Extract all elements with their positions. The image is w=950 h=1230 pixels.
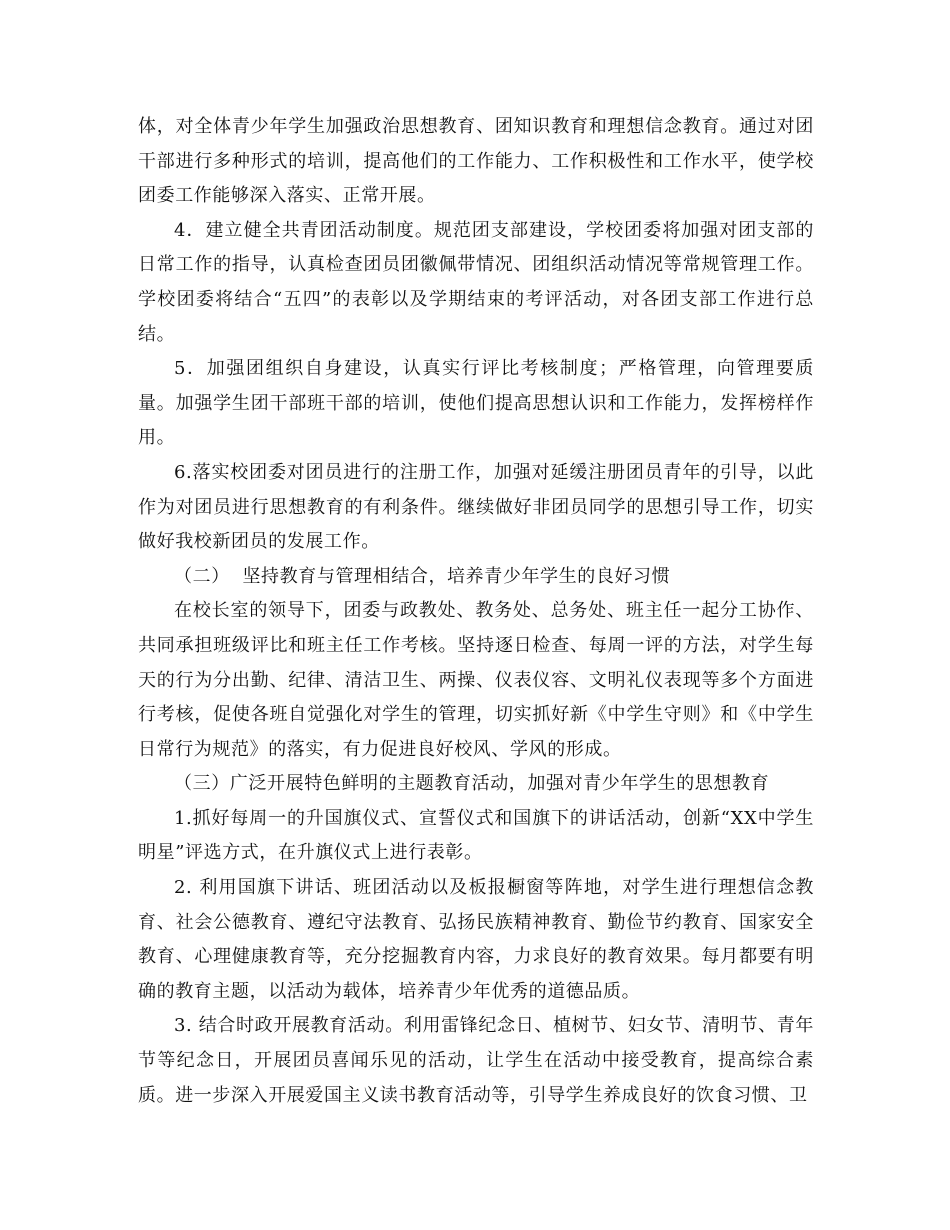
paragraph-item-1: 1.抓好每周一的升国旗仪式、宣誓仪式和国旗下的讲话活动，创新“XX中学生明星”评选方式，在升旗仪式上进行表彰。 xyxy=(138,807,814,864)
paragraph-item-5: 5．加强团组织自身建设，认真实行评比考核制度；严格管理，向管理要质量。加强学生团干部班干部的培训，使他们提高思想认识和工作能力，发挥榜样作用。 xyxy=(138,358,814,449)
paragraph-item-4: 4．建立健全共青团活动制度。规范团支部建设，学校团委将加强对团支部的日常工作的指导，认真检查团员团徽佩带情况、团组织活动情况等常规管理工作。学校团委将结合“五四”的表彰以及学期结束的考评活动，对各团支部工作进行总结。 xyxy=(138,219,814,345)
section-heading-2: （二） 坚持教育与管理相结合，培养青少年学生的良好习惯 xyxy=(174,565,671,587)
document-body xyxy=(138,110,814,1113)
section-heading-3: （三）广泛开展特色鲜明的主题教育活动，加强对青少年学生的思想教育 xyxy=(174,773,770,795)
paragraph-continuation: 体，对全体青少年学生加强政治思想教育、团知识教育和理想信念教育。通过对团干部进行多种形式的培训，提高他们的工作能力、工作积极性和工作水平，使学校团委工作能够深入落实、正常开展。 xyxy=(138,116,814,207)
paragraph-section-2-body: 在校长室的领导下，团委与政教处、教务处、总务处、班主任一起分工协作、共同承担班级评比和班主任工作考核。坚持逐日检查、每周一评的方法，对学生每天的行为分出勤、纪律、清洁卫生、两操、仪表仪容、文明礼仪表现等多个方面进行考核，促使各班自觉强化对学生的管理，切实抓好新《中学生守则》和《中学生日常行为规范》的落实，有力促进良好校风、学风的形成。 xyxy=(138,600,814,760)
paragraph-item-6: 6.落实校团委对团员进行的注册工作，加强对延缓注册团员青年的引导，以此作为对团员进行思想教育的有利条件。继续做好非团员同学的思想引导工作，切实做好我校新团员的发展工作。 xyxy=(138,461,814,553)
paragraph-item-3: 3. 结合时政开展教育活动。利用雷锋纪念日、植树节、妇女节、清明节、青年节等纪念日，开展团员喜闻乐见的活动，让学生在活动中接受教育，提高综合素质。进一步深入开展爱国主义读书教育活动等，引导学生养成良好的饮食习惯、卫 xyxy=(138,1015,814,1106)
paragraph-item-2: 2. 利用国旗下讲话、班团活动以及板报橱窗等阵地，对学生进行理想信念教育、社会公德教育、遵纪守法教育、弘扬民族精神教育、勤俭节约教育、国家安全教育、心理健康教育等，充分挖掘教育内容，力求良好的教育效果。每月都要有明确的教育主题，以活动为载体，培养青少年优秀的道德品质。 xyxy=(138,877,814,1002)
